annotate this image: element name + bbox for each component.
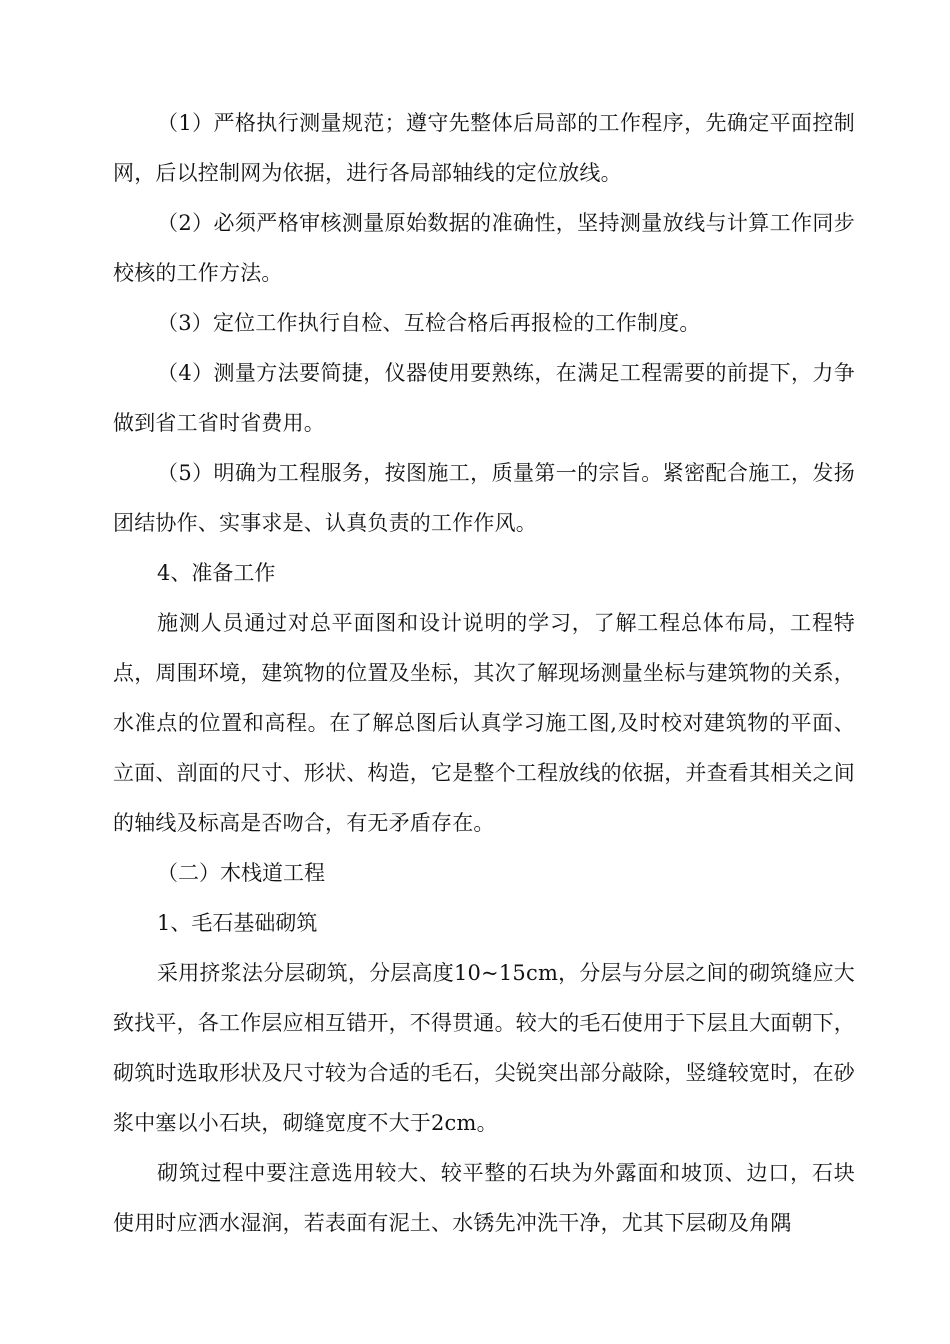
paragraph-measurement-rule-1: （1）严格执行测量规范；遵守先整体后局部的工作程序，先确定平面控制网，后以控制网为依据，进行各局部轴线的定位放线。 — [113, 111, 855, 185]
section-heading-rubble-foundation: 1、毛石基础砌筑 — [157, 911, 318, 935]
section-heading-boardwalk: （二）木栈道工程 — [157, 861, 325, 885]
paragraph-measurement-rule-5: （5）明确为工程服务，按图施工，质量第一的宗旨。紧密配合施工，发扬团结协作、实事求是、认真负责的工作作风。 — [113, 461, 855, 535]
paragraph-rubble-method: 采用挤浆法分层砌筑，分层高度10~15cm，分层与分层之间的砌筑缝应大致找平，各工作层应相互错开，不得贯通。较大的毛石使用于下层且大面朝下，砌筑时选取形状及尺寸较为合适的毛石，尖锐突出部分敲除，竖缝较宽时，在砂浆中塞以小石块，砌缝宽度不大于2cm。 — [113, 961, 855, 1135]
paragraph-preparation-details: 施测人员通过对总平面图和设计说明的学习，了解工程总体布局，工程特点，周围环境，建筑物的位置及坐标，其次了解现场测量坐标与建筑物的关系，水准点的位置和高程。在了解总图后认真学习施工图,及时校对建筑物的平面、立面、剖面的尺寸、形状、构造，它是整个工程放线的依据，并查看其相关之间的轴线及标高是否吻合，有无矛盾存在。 — [113, 611, 855, 835]
document-body — [113, 98, 855, 1248]
paragraph-measurement-rule-3: （3）定位工作执行自检、互检合格后再报检的工作制度。 — [157, 311, 701, 335]
paragraph-rubble-process: 砌筑过程中要注意选用较大、较平整的石块为外露面和坡顶、边口，石块使用时应洒水湿润，若表面有泥土、水锈先冲洗干净，尤其下层砌及角隅 — [113, 1161, 855, 1235]
paragraph-measurement-rule-4: （4）测量方法要简捷，仪器使用要熟练，在满足工程需要的前提下，力争做到省工省时省费用。 — [113, 361, 855, 435]
section-heading-preparation: 4、准备工作 — [157, 561, 276, 585]
paragraph-measurement-rule-2: （2）必须严格审核测量原始数据的准确性，坚持测量放线与计算工作同步校核的工作方法。 — [113, 211, 855, 285]
